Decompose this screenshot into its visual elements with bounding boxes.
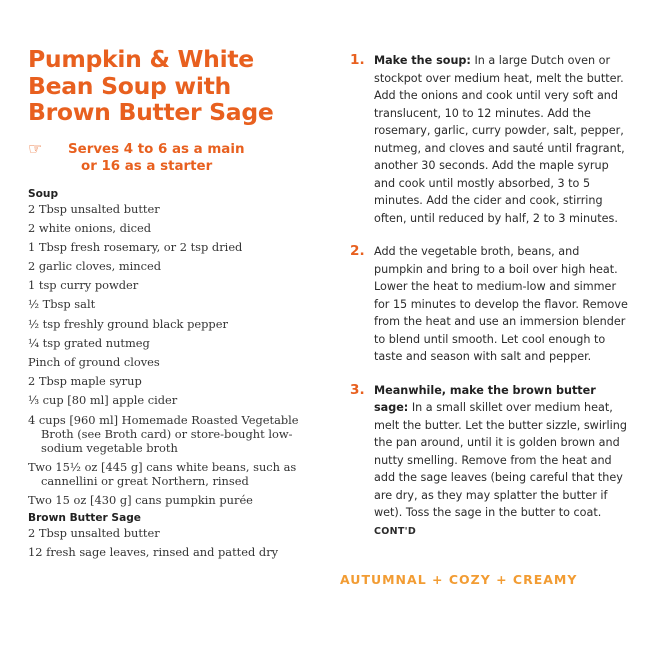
soup-heading: Soup: [28, 187, 59, 200]
title-line: Pumpkin & White: [28, 45, 254, 73]
ingredient-item: 1 tsp curry powder: [28, 278, 139, 293]
ingredient-item: 1 Tbsp fresh rosemary, or 2 tsp dried: [28, 239, 243, 254]
ingredient-item: 2 Tbsp maple syrup: [28, 374, 142, 389]
step-number: 2.: [350, 243, 365, 259]
ingredient-item: 2 garlic cloves, minced: [28, 259, 162, 274]
method-step: [350, 243, 630, 366]
servings-line: or 16 as a starter: [81, 159, 213, 174]
ingredients-column: [28, 46, 318, 565]
tagline: [340, 572, 630, 587]
method-column: [350, 52, 630, 556]
servings-note: [28, 138, 318, 176]
ingredient-item: ¼ tsp grated nutmeg: [28, 335, 150, 350]
continued-label: CONT'D: [374, 525, 417, 537]
tagline-text: AUTUMNAL + COZY + CREAMY: [340, 572, 578, 587]
title-line: Bean Soup with: [28, 71, 231, 100]
step-body: In a small skillet over medium heat, melt the butter. Let the butter sizzle, swirling the pan around, until it is golden brown and nutty smelling. Remove from the heat and add the sage leaves (being careful that they are dry, as they may splatter the butter if wet). Toss the sage in the butter to coat.: [374, 401, 627, 519]
method-step: [350, 52, 630, 227]
step-body: In a large Dutch oven or stockpot over medium heat, melt the butter. Add the onions and cook until very soft and translucent, 10 to 12 minutes. Add the rosemary, garlic, curry powder, salt, pepper, nutmeg, and cloves and sauté until fragrant, another 30 seconds. Add the maple syrup and cook until mostly absorbed, 3 to 5 minutes. Add the cider and cook, stirring often, until reduced by half, 2 to 3 minutes.: [374, 54, 625, 225]
soup-ingredient-list: [28, 202, 318, 507]
step-number: 1.: [350, 52, 365, 68]
servings-line: Serves 4 to 6 as a main: [68, 141, 245, 157]
ingredient-item: 12 fresh sage leaves, rinsed and patted dry: [28, 545, 279, 560]
step-lead: Meanwhile, make the brown butter sage:: [374, 383, 596, 414]
step-text: [374, 382, 630, 541]
step-text: [374, 243, 630, 366]
ingredient-item: ⅓ cup [80 ml] apple cider: [28, 393, 178, 408]
ingredient-item: 2 Tbsp unsalted butter: [28, 201, 160, 216]
recipe-title: [28, 46, 318, 126]
sage-ingredient-list: [28, 526, 318, 559]
ingredient-item: Two 15 oz [430 g] cans pumpkin purée: [28, 492, 253, 507]
step-text: [374, 52, 630, 227]
step-lead: Make the soup:: [374, 54, 471, 67]
ingredient-item: Two 15½ oz [445 g] cans white beans, such as cannellini or great Northern, rinsed: [28, 459, 297, 488]
ingredient-item: Pinch of ground cloves: [28, 355, 160, 369]
pointing-hand-icon: ☞: [28, 138, 43, 158]
method-step: [350, 382, 630, 541]
ingredient-item: 2 Tbsp unsalted butter: [28, 526, 160, 541]
ingredient-item: 4 cups [960 ml] Homemade Roasted Vegetable Broth (see Broth card) or store-bought low-sodium vegetable broth: [28, 412, 299, 455]
title-line: Brown Butter Sage: [28, 98, 274, 126]
ingredient-item: ½ tsp freshly ground black pepper: [28, 316, 228, 331]
step-body: Add the vegetable broth, beans, and pumpkin and bring to a boil over high heat. Lower the heat to medium-low and simmer for 15 minutes to develop the flavor. Remove from the heat and use an immersion blender to blend until smooth. Let cool enough to taste and season with salt and pepper.: [374, 245, 628, 363]
step-number: 3.: [350, 381, 365, 398]
ingredient-item: ½ Tbsp salt: [28, 297, 96, 312]
brown-butter-sage-heading: Brown Butter Sage: [28, 512, 141, 525]
ingredient-item: 2 white onions, diced: [28, 220, 151, 235]
